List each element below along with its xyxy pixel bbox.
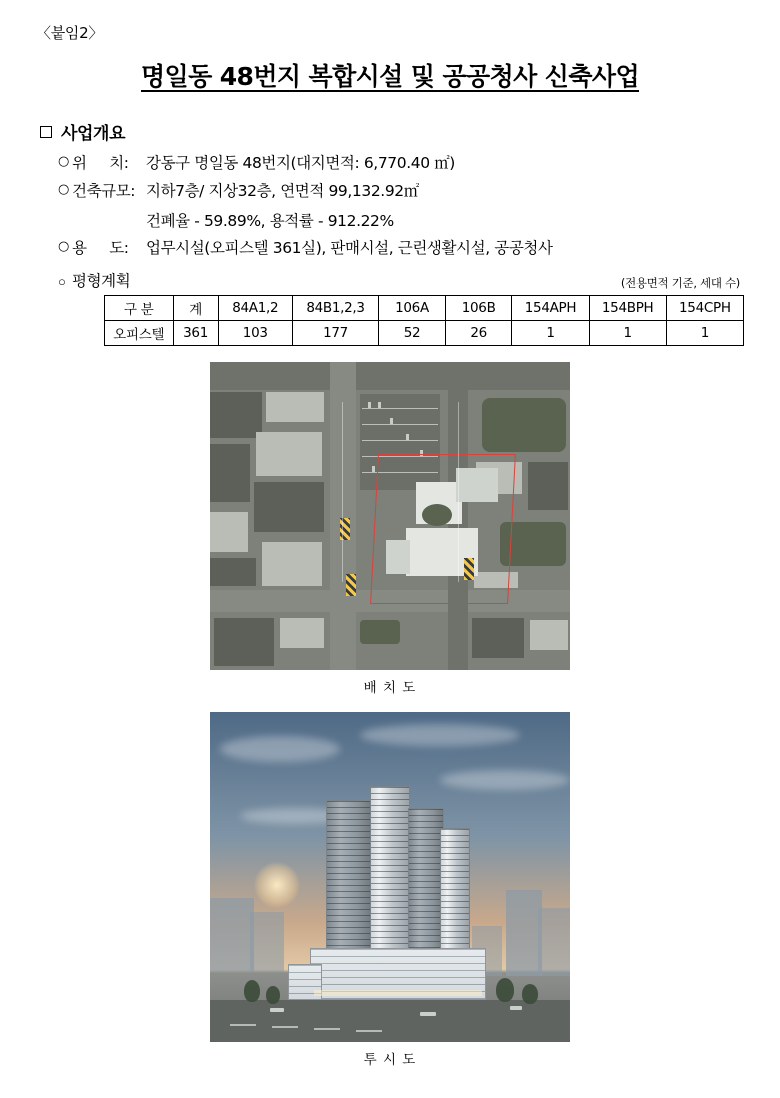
- site-plan-block: [472, 618, 524, 658]
- site-plan-car: [372, 466, 375, 472]
- circle-bullet-icon: ○: [58, 238, 69, 254]
- table-header-cell: 계: [173, 296, 218, 321]
- overview-item-scale-sub: 건폐율 - 59.89%, 용적률 - 912.22%: [146, 211, 394, 230]
- site-plan-lane: [342, 402, 343, 582]
- attachment-label: 〈붙임2〉: [36, 24, 104, 42]
- car-shape: [420, 1012, 436, 1016]
- site-plan-car: [406, 434, 409, 440]
- table-cell: 26: [445, 321, 512, 346]
- site-plan-block: [256, 432, 322, 476]
- overview-item-scale: [58, 180, 744, 202]
- road-marking: [230, 1024, 256, 1026]
- table-cell: 103: [218, 321, 292, 346]
- table-cell: 1: [512, 321, 589, 346]
- overview-item-value: 강동구 명일동 48번지(대지면적: 6,770.40 ㎡): [146, 154, 455, 172]
- unit-plan-table: [104, 295, 744, 346]
- cloud-shape: [360, 724, 520, 746]
- background-building: [250, 912, 284, 972]
- circle-bullet-icon: ○: [58, 182, 69, 198]
- site-plan-block: [530, 620, 568, 650]
- overview-item-label: 평형계획: [72, 272, 131, 291]
- road-marking: [272, 1026, 298, 1028]
- cloud-shape: [440, 770, 570, 790]
- table-cell: 1: [666, 321, 743, 346]
- figure-caption: 투 시 도: [363, 1052, 417, 1069]
- tree-shape: [522, 984, 538, 1004]
- overview-item-label: 건축규모:: [72, 182, 136, 201]
- figure-site-plan: [36, 362, 744, 696]
- background-building: [538, 908, 570, 976]
- table-header-cell: 106A: [379, 296, 446, 321]
- rendering-image: [210, 712, 570, 1042]
- table-header-cell: 154CPH: [666, 296, 743, 321]
- site-plan-block: [262, 542, 322, 586]
- site-plan-block: [210, 558, 256, 586]
- figure-rendering: [36, 712, 744, 1068]
- overview-item-value: 지하7층/ 지상32층, 연면적 99,132.92㎡: [146, 182, 419, 201]
- site-plan-lane: [458, 402, 459, 582]
- table-cell: 오피스텔: [105, 321, 174, 346]
- table-header-row: [105, 296, 744, 321]
- circle-bullet-icon: ○: [58, 273, 66, 289]
- road-marking: [356, 1030, 382, 1032]
- table-cell: 177: [292, 321, 378, 346]
- site-plan-block: [214, 618, 274, 666]
- overview-item-value: 업무시설(오피스텔 361실), 판매시설, 근린생활시설, 공공청사: [146, 238, 553, 257]
- tree-shape: [244, 980, 260, 1002]
- site-plan-building: [456, 468, 498, 502]
- overview-item-label: 용 도:: [72, 238, 129, 257]
- site-plan-block: [210, 444, 250, 502]
- site-plan-car: [378, 402, 381, 408]
- site-plan-car: [368, 402, 371, 408]
- table-header-cell: 구 분: [105, 296, 174, 321]
- site-plan-lane: [362, 408, 438, 409]
- tree-shape: [496, 978, 514, 1002]
- table-header-cell: 106B: [445, 296, 512, 321]
- car-shape: [270, 1008, 284, 1012]
- table-header-cell: 154APH: [512, 296, 589, 321]
- site-plan-block: [254, 482, 324, 532]
- page-title: 명일동 48번지 복합시설 및 공공청사 신축사업: [140, 62, 639, 91]
- site-plan-crosswalk: [346, 574, 356, 596]
- site-plan-building: [386, 540, 410, 574]
- car-shape: [510, 1006, 522, 1010]
- table-cell: 1: [589, 321, 666, 346]
- background-building: [506, 890, 542, 976]
- site-plan-block: [280, 618, 324, 648]
- overview-item-unitplan: [58, 269, 744, 291]
- site-plan-block: [210, 512, 248, 552]
- table-row: [105, 321, 744, 346]
- road-marking: [314, 1028, 340, 1030]
- table-cell: 361: [173, 321, 218, 346]
- site-plan-block: [266, 392, 324, 422]
- tree-shape: [266, 986, 280, 1004]
- site-plan-road: [210, 362, 570, 390]
- site-plan-lane: [362, 440, 438, 441]
- table-cell: 52: [379, 321, 446, 346]
- site-plan-lane: [362, 424, 438, 425]
- site-plan-crosswalk: [464, 558, 474, 580]
- site-plan-car: [390, 418, 393, 424]
- section-heading-label: 사업개요: [61, 124, 126, 144]
- site-plan-block: [528, 462, 568, 510]
- figure-caption: 배 치 도: [363, 680, 417, 697]
- overview-item-label: 위 치:: [72, 154, 129, 172]
- podium-light-band: [314, 990, 482, 996]
- circle-bullet-icon: ○: [58, 154, 69, 169]
- site-plan-green: [360, 620, 400, 644]
- background-building: [210, 898, 254, 972]
- table-header-cell: 84A1,2: [218, 296, 292, 321]
- section-heading-overview: [40, 119, 744, 144]
- table-header-cell: 154BPH: [589, 296, 666, 321]
- site-plan-green: [482, 398, 566, 452]
- site-plan-block: [210, 392, 262, 438]
- overview-item-usage: [58, 237, 744, 259]
- cloud-shape: [220, 736, 340, 762]
- site-plan-image: [210, 362, 570, 670]
- overview-item-location: [58, 152, 744, 174]
- unit-plan-note: (전용면적 기준, 세대 수): [620, 276, 740, 291]
- table-header-cell: 84B1,2,3: [292, 296, 378, 321]
- sun-icon: [254, 862, 300, 908]
- site-plan-road: [330, 362, 356, 670]
- square-bullet-icon: [40, 126, 52, 138]
